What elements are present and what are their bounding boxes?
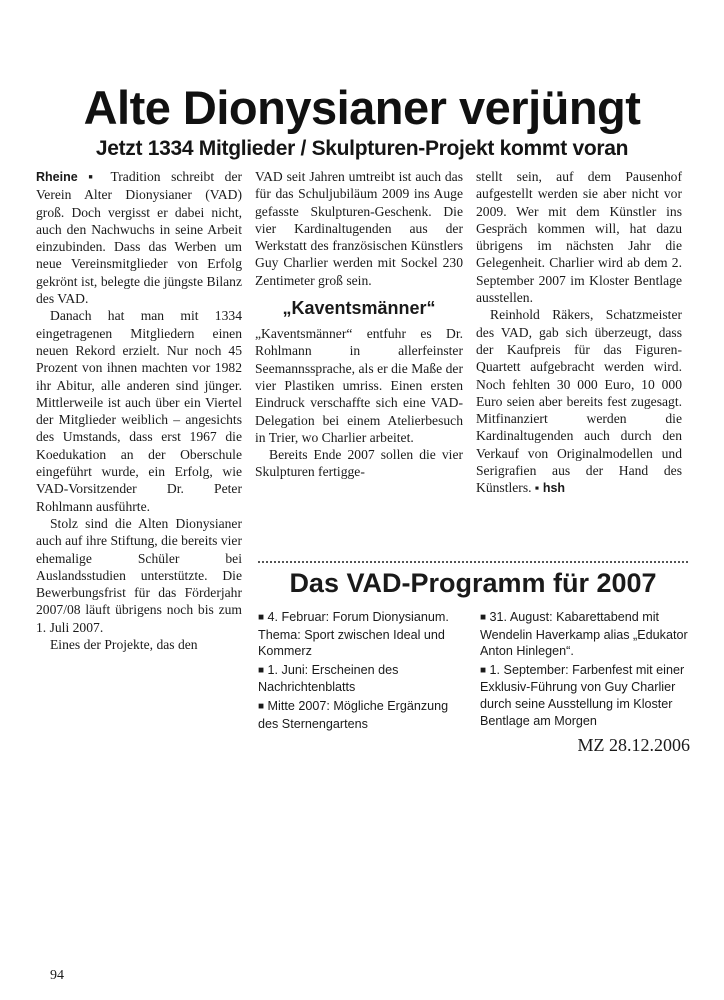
programme-text: Kabarettabend mit Wendelin Haverkamp alias „Edukator Anton Hinlegen“. — [480, 610, 688, 659]
paragraph: stellt sein, auf dem Pausenhof aufgestellt werden sie aber nicht vor 2009. Wer mit dem Künstler ins Gespräch kommen will, hat dazu übrigens im nächsten Jahr die Gelegenheit. Charlier wird ab dem 2. September 2007 im Kloster Bentlage ausstellen. — [476, 169, 682, 306]
programme-text: Farbenfest mit einer Exklusiv-Führung von Guy Charlier durch seine Ausstellung im Kloster Bentlage am Morgen — [480, 662, 685, 728]
section-divider — [258, 561, 688, 563]
paragraph: „Kaventsmänner“ entfuhr es Dr. Rohlmann in allerfeinster Seemannssprache, als er die Maße der vier Plastiken umriss. Einen ersten Eindruck verschaffte sich eine VAD-Delegation bei einem Atelierbesuch in Trier, wo Charlier arbeitet. — [255, 326, 463, 445]
bullet-icon: ■ — [480, 664, 487, 676]
programme-column-right — [480, 609, 692, 731]
paragraph-text: Reinhold Räkers, Schatzmeister des VAD, gab sich überzeugt, dass der Kaufpreis für das Figuren-Quartett aufgebracht werden wird. Noch fehlten 30 000 Euro, 10 000 Euro seien aber bereits fest zugesagt. Mitfinanziert werden die Kardinaltugenden auch durch den Verkauf von Originalmodellen und Serigrafien aus der Hand des Künstlers. — [476, 307, 682, 496]
programme-text: Forum Dionysianum. Thema: Sport zwischen Ideal und Kommerz — [258, 610, 449, 659]
paragraph — [36, 168, 242, 307]
article-column-3 — [476, 168, 682, 498]
paragraph: Danach hat man mit 1334 eingetragenen Mitgliedern einen neuen Rekord erzielt. Nur noch 45 Prozent von ihnen machten vor 1982 ihr Abitur, alle anderen sind jünger. Mittlerweile ist auch über ein Viertel der Mitglieder weiblich – angesichts des Umstands, dass erst 1967 die Koedukation an der Oberschule eingeführt wurde, ein Erfolg, wie VAD-Vorsitzender Dr. Peter Rohlmann ausführte. — [36, 308, 242, 514]
paragraph: Bereits Ende 2007 sollen die vier Skulpturen fertigge- — [255, 447, 463, 480]
subheadline: Jetzt 1334 Mitglieder / Skulpturen-Projekt kommt voran — [95, 137, 629, 160]
paragraph — [476, 306, 682, 497]
paragraph: Eines der Projekte, das den — [50, 637, 198, 653]
programme-date: 31. August: — [489, 610, 553, 624]
bullet-icon: ■ — [258, 612, 265, 623]
dateline: Rheine — [36, 170, 78, 184]
programme-item — [258, 662, 466, 696]
paragraph: Stolz sind die Alten Dionysianer auch auf ihre Stiftung, die bereits vier ehemalige Schüler bei Auslandsstudien unterstützte. Die Bewerbungsfrist für das Förderjahr 2007/08 läuft übrigens noch bis zum 1. Juli 2007. — [36, 515, 242, 635]
paragraph-text: Tradition schreibt der Verein Alter Dionysianer (VAD) groß. Doch vergisst er dabei nicht, auch den Nachwuchs in seine Arbeit einzubinden. Dass das Werben um neue Vereinsmitglieder von Erfolg gekrönt ist, belegte die jüngste Bilanz des VAD. — [36, 169, 243, 307]
programme-date: 1. Juni: — [267, 662, 309, 677]
dateline-separator: ▪ — [77, 169, 111, 184]
programme-date: 1. September: — [489, 662, 569, 677]
programme-title: Das VAD-Programm für 2007 — [289, 568, 657, 598]
programme-date: 4. Februar: — [267, 610, 330, 624]
programme-item — [480, 609, 692, 660]
bullet-icon: ■ — [258, 664, 265, 676]
crosshead: „Kaventsmänner“ — [282, 298, 436, 319]
bullet-icon: ■ — [480, 612, 487, 623]
page-number: 94 — [50, 968, 64, 983]
article-column-1 — [36, 168, 242, 653]
article-column-2 — [255, 168, 463, 481]
author-signature: ▪ hsh — [534, 481, 566, 496]
programme-item — [258, 609, 466, 660]
programme-item — [258, 698, 466, 732]
programme-text: Mögliche Ergänzung des Sternengartens — [258, 698, 449, 731]
paragraph: VAD seit Jahren umtreibt ist auch das für das Schuljubiläum 2009 ins Auge gefasste Skulpturen-Geschenk. Die vier Kardinaltugenden aus der Werkstatt des französischen Künstlers Guy Charlier werden mit Sockel 230 Zentimeter groß sein. — [255, 169, 463, 288]
programme-text: Erscheinen des Nachrichtenblatts — [258, 662, 399, 695]
programme-date: Mitte 2007: — [267, 698, 330, 713]
headline: Alte Dionysianer verjüngt — [83, 81, 641, 134]
bullet-icon: ■ — [258, 700, 265, 712]
source-citation: MZ 28.12.2006 — [577, 735, 690, 755]
programme-column-left — [258, 609, 466, 734]
programme-item — [480, 662, 692, 729]
